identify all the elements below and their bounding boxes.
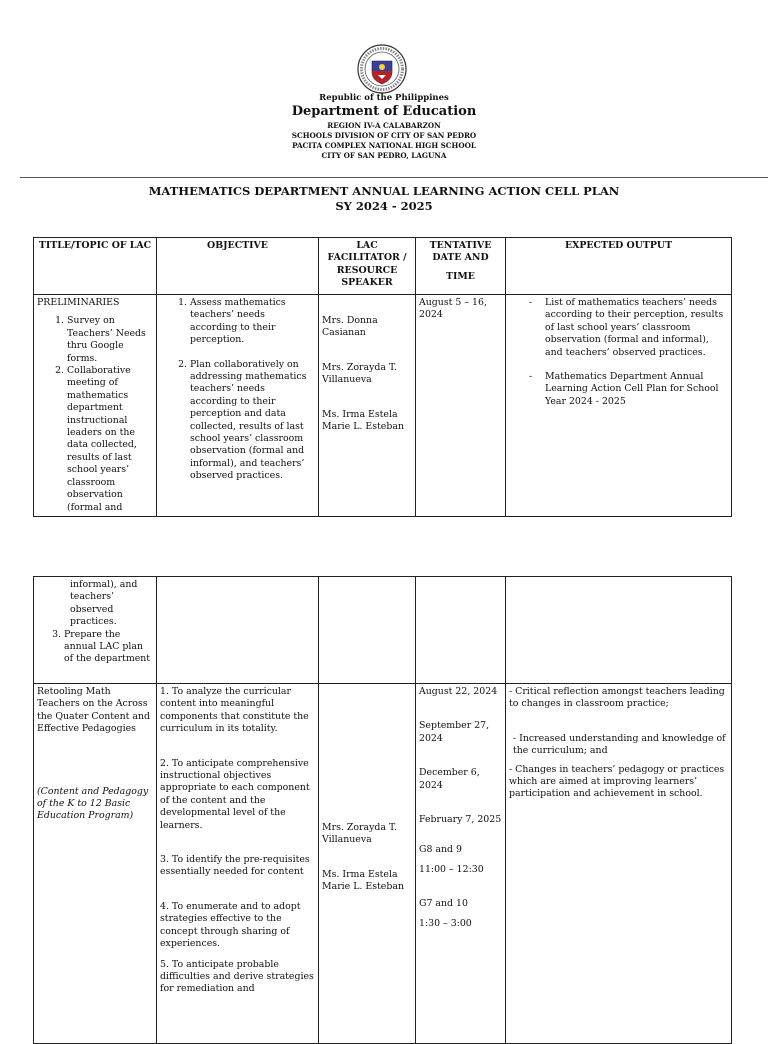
header-output: EXPECTED OUTPUT	[506, 238, 732, 295]
session-group: G7 and 10	[419, 898, 468, 910]
list-item: 1. Assess mathematics teachers’ needs according to their perception.	[190, 297, 315, 347]
steps-list	[34, 629, 153, 666]
list-item: 2. Collaborative meeting of mathematics department instructional leaders on the data collected, results of last school years’ classroom observation (formal and	[67, 365, 153, 514]
topic-cell	[34, 684, 157, 1044]
date-cell	[416, 684, 506, 1044]
header-date-line2: TIME	[446, 270, 475, 282]
header-divider	[20, 177, 768, 178]
session-date: August 22, 2024	[419, 686, 498, 697]
session-time: 1:30 – 3:00	[419, 917, 472, 929]
header-objective: OBJECTIVE	[157, 238, 319, 295]
session-date: December 6, 2024	[419, 767, 480, 791]
output-item: - Changes in teachers’ pedagogy or practices which are aimed at improving learners’ participation and achievement in school.	[509, 763, 725, 800]
lac-plan-table	[33, 237, 732, 517]
topic-note: (Content and Pedagogy of the K to 12 Basic Education Program)	[37, 785, 149, 822]
lac-plan-table-continued	[33, 576, 732, 1044]
facilitator-name: Mrs. Donna Casianan	[322, 315, 378, 339]
output-cell	[506, 577, 732, 684]
session-date: February 7, 2025	[419, 814, 502, 826]
header-facilitator: LAC FACILITATOR / RESOURCE SPEAKER	[319, 238, 416, 295]
document-title: MATHEMATICS DEPARTMENT ANNUAL LEARNING ACTION CELL PLAN	[148, 184, 620, 198]
output-item: - Critical reflection amongst teachers leading to changes in classroom practice;	[509, 686, 725, 710]
output-cell	[506, 295, 732, 517]
header-title: TITLE/TOPIC OF LAC	[34, 238, 157, 295]
list-item: 3. Prepare the annual LAC plan of the department	[64, 629, 153, 666]
department-name: Department of Education	[291, 104, 477, 119]
objective-item: 1. To analyze the curricular content into meaningful components that constitute the curriculum in its totality.	[160, 686, 309, 735]
topic-cell	[34, 577, 157, 684]
facilitator-name: Ms. Irma Estela Marie L. Esteban	[322, 868, 404, 893]
table-row	[34, 577, 732, 684]
topic-continued: informal), and teachers’ observed practices.	[70, 579, 138, 628]
document-subtitle: SY 2024 - 2025	[335, 199, 433, 213]
header-date-line1: TENTATIVE DATE AND	[429, 240, 492, 264]
steps-list	[37, 315, 153, 514]
header-date	[416, 238, 506, 295]
objective-cell	[157, 684, 319, 1044]
date-cell	[416, 577, 506, 684]
school-line: PACITA COMPLEX NATIONAL HIGH SCHOOL	[292, 141, 476, 150]
list-item: - Mathematics Department Annual Learning Action Cell Plan for School Year 2024 - 2025	[529, 371, 728, 408]
output-item: - Increased understanding and knowledge of the curriculum; and	[513, 732, 726, 757]
session-date: September 27, 2024	[419, 720, 490, 744]
output-cell	[506, 684, 732, 1044]
objective-cell	[157, 295, 319, 517]
date-cell: August 5 – 16, 2024	[416, 295, 506, 517]
facilitator-cell	[319, 684, 416, 1044]
city-line: CITY OF SAN PEDRO, LAGUNA	[321, 151, 447, 160]
session-time: 11:00 – 12:30	[419, 863, 484, 875]
facilitator-cell	[319, 295, 416, 517]
table-header-row	[34, 238, 732, 295]
objective-list	[160, 297, 315, 483]
facilitator-name: Ms. Irma Estela Marie L. Esteban	[322, 408, 404, 433]
session-group: G8 and 9	[419, 844, 463, 856]
facilitator-name: Mrs. Zorayda T. Villanueva	[322, 361, 397, 386]
region-line: REGION IV-A CALABARZON	[327, 121, 441, 130]
topic-title: Retooling Math Teachers on the Across the Quater Content and Effective Pedagogies	[37, 686, 151, 735]
list-item: 1. Survey on Teachers’ Needs thru Google forms.	[67, 315, 153, 365]
topic-cell	[34, 295, 157, 517]
list-item: - List of mathematics teachers’ needs according to their perception, results of last school years’ classroom observation (formal and informal), and teachers’ observed practices.	[529, 297, 728, 359]
deped-seal-icon	[357, 44, 407, 94]
republic-line: Republic of the Philippines	[319, 93, 449, 103]
objective-cell	[157, 577, 319, 684]
objective-item: 2. To anticipate comprehensive instructional objectives appropriate to each component of the content and the developmental level of the learners.	[160, 757, 310, 831]
facilitator-cell	[319, 577, 416, 684]
table-row	[34, 295, 732, 517]
facilitator-name: Mrs. Zorayda T. Villanueva	[322, 822, 397, 846]
objective-item: 5. To anticipate probable difficulties and derive strategies for remediation and	[160, 958, 314, 995]
division-line: SCHOOLS DIVISION OF CITY OF SAN PEDRO	[291, 131, 477, 140]
list-item: 2. Plan collaboratively on addressing mathematics teachers’ needs according to their perception and data collected, results of last school years’ classroom observation (formal and informal), and teachers’ observed practices.	[190, 359, 315, 483]
topic-title: PRELIMINARIES	[37, 297, 120, 308]
output-list	[509, 297, 728, 408]
objective-item: 3. To identify the pre-requisites essentially needed for content	[160, 854, 310, 878]
table-row	[34, 684, 732, 1044]
objective-item: 4. To enumerate and to adopt strategies effective to the concept through sharing of experiences.	[160, 900, 301, 950]
